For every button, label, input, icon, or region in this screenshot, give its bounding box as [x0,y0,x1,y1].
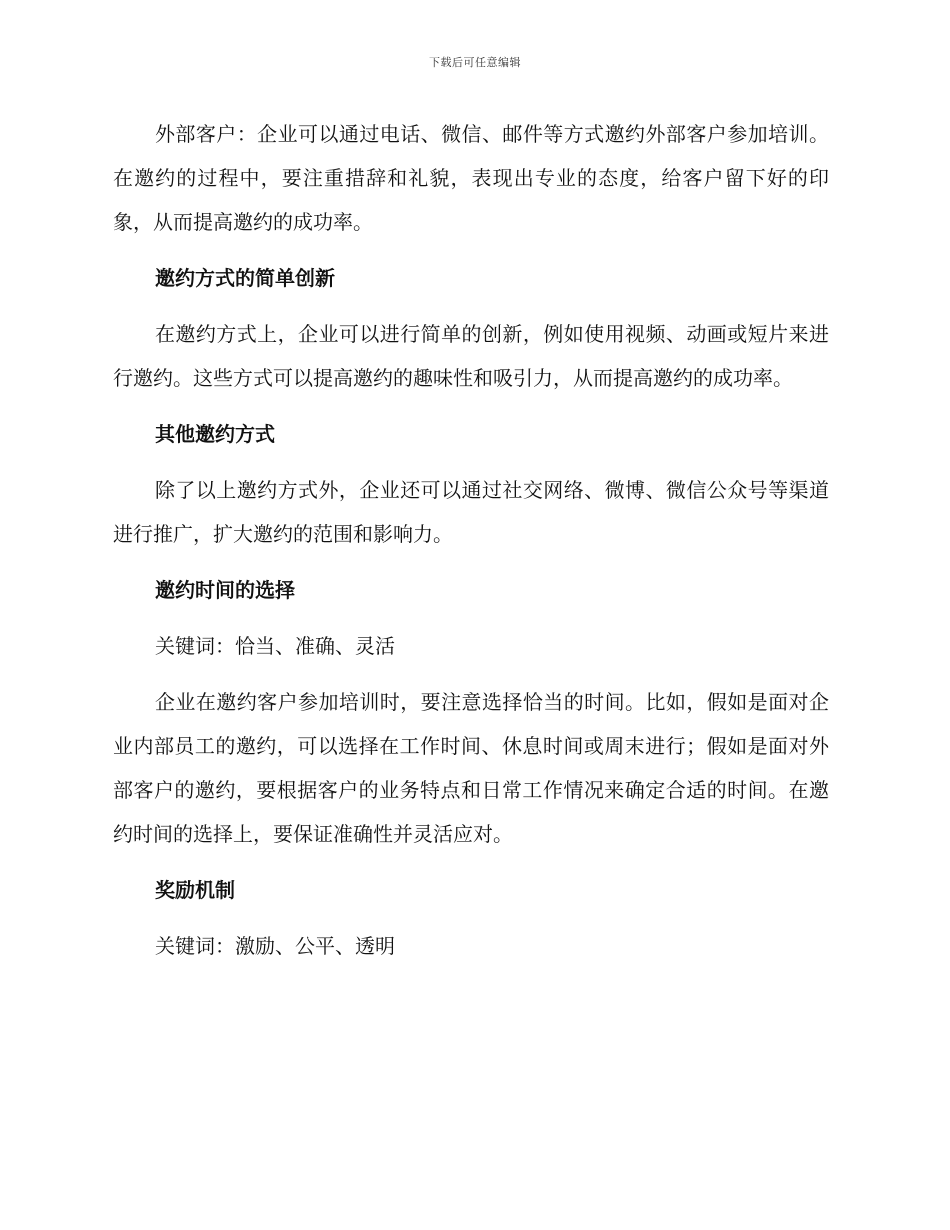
document-body [113,112,829,980]
heading-timing: 邀约时间的选择 [155,578,295,602]
paragraph-other-methods: 除了以上邀约方式外，企业还可以通过社交网络、微博、微信公众号等渠道进行推广，扩大邀约的范围和影响力。 [113,478,829,546]
heading-innovation: 邀约方式的简单创新 [155,266,335,290]
paragraph-timing: 企业在邀约客户参加培训时，要注意选择恰当的时间。比如，假如是面对企业内部员工的邀约，可以选择在工作时间、休息时间或周末进行；假如是面对外部客户的邀约，要根据客户的业务特点和日常工作情况来确定合适的时间。在邀约时间的选择上，要保证准确性并灵活应对。 [113,690,829,846]
heading-other-methods: 其他邀约方式 [155,422,275,446]
paragraph-innovation: 在邀约方式上，企业可以进行简单的创新，例如使用视频、动画或短片来进行邀约。这些方式可以提高邀约的趣味性和吸引力，从而提高邀约的成功率。 [113,322,829,390]
paragraph-external-clients: 外部客户：企业可以通过电话、微信、邮件等方式邀约外部客户参加培训。在邀约的过程中，要注重措辞和礼貌，表现出专业的态度，给客户留下好的印象，从而提高邀约的成功率。 [113,122,829,234]
header-note: 下载后可任意编辑 [429,56,521,69]
keywords-timing: 关键词：恰当、准确、灵活 [155,634,395,658]
heading-rewards: 奖励机制 [155,878,235,902]
keywords-rewards: 关键词：激励、公平、透明 [155,934,395,958]
